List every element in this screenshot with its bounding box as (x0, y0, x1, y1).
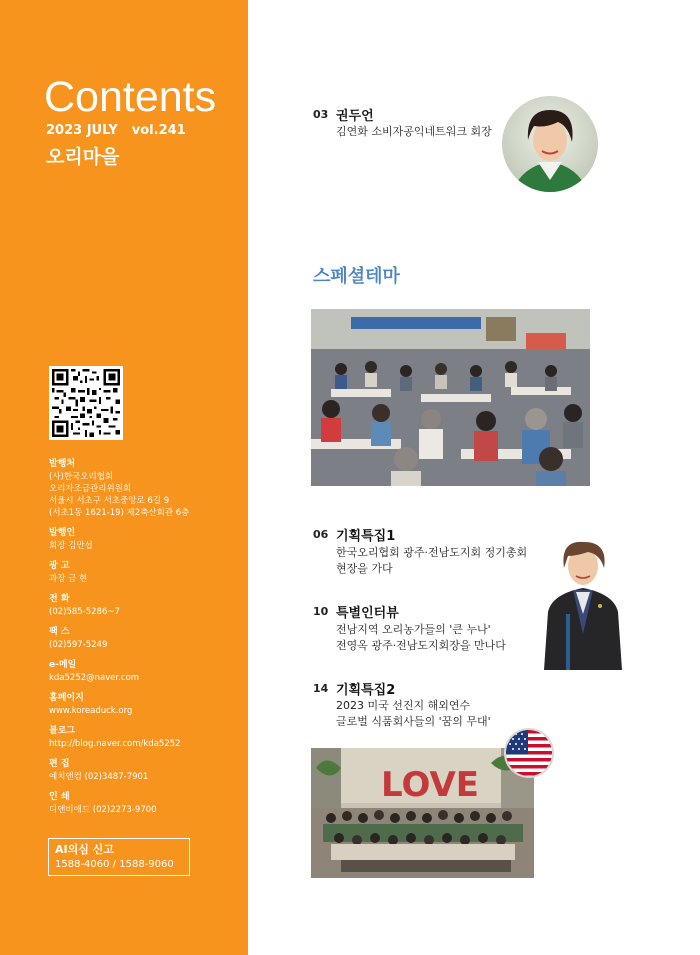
contents-title: Contents (44, 73, 217, 121)
issue-line (46, 124, 200, 137)
issue-date: 2023 JULY (46, 123, 118, 138)
masthead-section (49, 659, 244, 684)
us-flag-icon (504, 728, 554, 778)
entry-10-desc-line-2: 전영옥 광주·전남도지회장을 만나다 (336, 639, 506, 652)
masthead-label: 인 쇄 (49, 792, 70, 802)
masthead-label: 전 화 (49, 594, 70, 604)
issue-volume: vol.241 (131, 123, 186, 138)
entry-14-title[interactable]: 기획특집2 (336, 683, 396, 698)
entry-14-desc-line-1: 2023 미국 선진지 해외연수 (336, 699, 471, 712)
masthead-label: 광 고 (49, 561, 70, 571)
magazine-name: 오리마을 (46, 146, 120, 168)
masthead-section (49, 692, 244, 717)
entry-10-page: 10 (313, 605, 329, 618)
masthead-value: www.koreaduck.org (49, 706, 133, 716)
masthead (49, 458, 244, 824)
masthead-value: 회장 김만섭 (49, 541, 93, 551)
entry-06-desc (336, 545, 527, 577)
entry-10-desc (336, 622, 506, 654)
masthead-value: 서울시 서초구 서초중앙로 6길 9 (49, 496, 170, 506)
masthead-section (49, 560, 244, 585)
masthead-label: 발행처 (49, 459, 76, 469)
masthead-value: 디앤비애드 (02)2273-9700 (49, 805, 157, 815)
masthead-value: 예치앤컴 (02)3487-7901 (49, 772, 149, 782)
masthead-value: (02)597-5249 (49, 640, 108, 650)
entry-06-desc-line-1: 한국오리협회 광주·전남도지회 정기총회 (336, 546, 528, 559)
qr-code-graphic (52, 369, 120, 437)
entry-03-page: 03 (313, 108, 329, 121)
entry-03-desc-line: 김연화 소비자공익네트워크 회장 (336, 125, 492, 138)
masthead-value: kda5252@naver.com (49, 673, 140, 683)
entry-06-title[interactable]: 기획특집1 (336, 529, 396, 544)
masthead-value: 오리자조금관리위원회 (49, 484, 132, 494)
ai-report-numbers: 1588-4060 / 1588-9060 (55, 859, 174, 870)
masthead-section (49, 758, 244, 783)
qr-code-icon[interactable] (49, 366, 123, 440)
masthead-label: 편 집 (49, 759, 70, 769)
portrait-photo-preface (502, 96, 598, 192)
entry-10-title[interactable]: 특별인터뷰 (336, 606, 399, 621)
contents-sidebar (0, 0, 248, 955)
special-theme-heading: 스페셜테마 (313, 266, 400, 287)
masthead-label: 팩 스 (49, 627, 70, 637)
entry-14-desc (336, 698, 491, 730)
masthead-section (49, 626, 244, 651)
masthead-section (49, 527, 244, 552)
masthead-value: (사)한국오리협회 (49, 472, 114, 482)
masthead-label: 발행인 (49, 528, 76, 538)
masthead-label: 블로그 (49, 726, 76, 736)
love-sign-text: LOVE (381, 765, 479, 805)
masthead-section (49, 593, 244, 618)
masthead-value: 과장 금 현 (49, 574, 88, 584)
group-trip-photo (311, 748, 534, 878)
masthead-value: (02)585-5286~7 (49, 607, 120, 617)
entry-14-page: 14 (313, 682, 329, 695)
entry-14-desc-line-2: 글로벌 식품회사들의 '꿈의 무대' (336, 715, 491, 728)
masthead-section (49, 725, 244, 750)
masthead-label: e-메일 (49, 660, 77, 670)
entry-03-title[interactable]: 권두언 (336, 109, 374, 124)
masthead-section (49, 458, 244, 519)
masthead-label: 홈페이지 (49, 693, 84, 703)
entry-03-desc (336, 124, 492, 140)
portrait-photo-interview (538, 534, 628, 670)
masthead-value: http://blog.naver.com/kda5252 (49, 739, 181, 749)
entry-10-desc-line-1: 전남지역 오리농가들의 '큰 누나' (336, 623, 491, 636)
masthead-section (49, 791, 244, 816)
ai-report-box (48, 838, 190, 876)
ai-report-title: AI의심 신고 (55, 843, 114, 856)
entry-06-desc-line-2: 현장을 가다 (336, 562, 393, 575)
entry-06-page: 06 (313, 528, 329, 541)
masthead-value: (서초1동 1621-19) 제2축산회관 6층 (49, 508, 190, 518)
general-meeting-photo (311, 309, 590, 486)
